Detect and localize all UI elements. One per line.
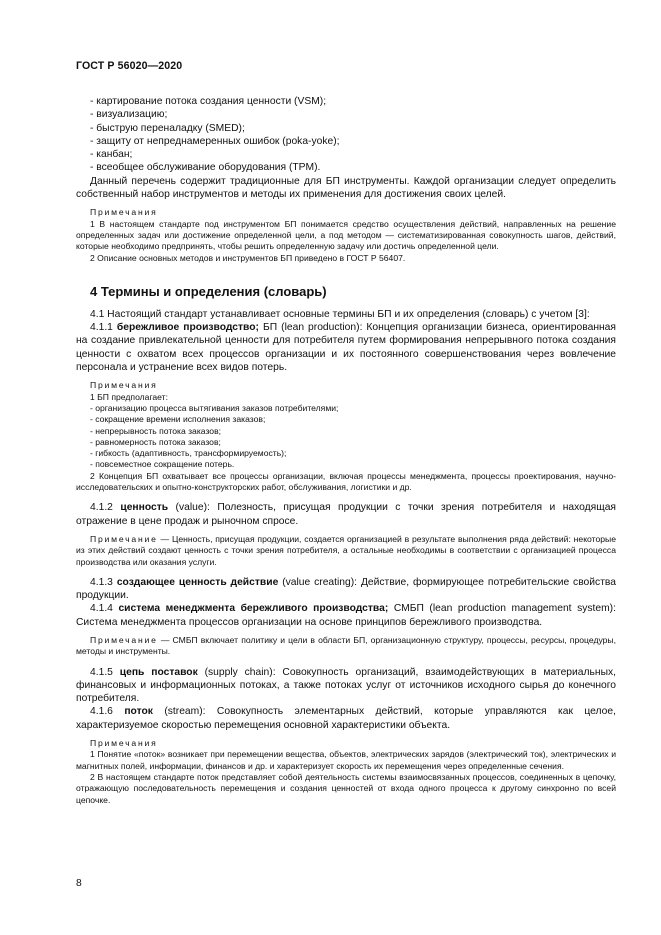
term-number: 4.1.5 (90, 666, 113, 678)
note-item: 2 Описание основных методов и инструментов БП приведено в ГОСТ Р 56407. (90, 252, 406, 263)
list-item: - сокращение времени исполнения заказов; (90, 414, 266, 425)
document-header: ГОСТ Р 56020—2020 (76, 60, 183, 72)
term-entry-4-1-5 (76, 666, 616, 706)
term-name: поток (124, 706, 153, 718)
list-item: - быструю переналадку (SMED); (90, 122, 245, 134)
note-inline (76, 635, 616, 658)
list-item: - визуализацию; (90, 109, 168, 121)
term-name: ценность (120, 502, 169, 514)
term-definition: БП (lean production): Концепция организации бизнеса, ориентированная на создание привлекательной ценности для потребителя путем формирования непрерывного потока создания ценности с охватом всех процессов организации и их постоянного совершенствования через вовлечение персонала и устранение всех видов потерь. (76, 322, 616, 374)
list-item: - гибкость (адаптивность, трансформируемость); (90, 448, 287, 459)
term-definition: СМБП (lean production management system): Система менеджмента процессов организации на основе принципов бережливого производства. (76, 603, 616, 628)
page-number: 8 (76, 878, 82, 889)
term-number: 4.1.2 (90, 502, 113, 514)
note-label: Примечание (90, 634, 158, 645)
tools-list (76, 95, 616, 175)
note-item: 2 Концепция БП охватывает все процессы организации, включая процессы менеджмента, процессы проектирования, научно-исследовательских и опытно-конструкторских работ, обслуживания, логистики и др. (76, 470, 616, 493)
note-title: Примечания (90, 207, 158, 218)
list-item: - картирование потока создания ценности (VSM); (90, 96, 327, 107)
term-name: создающее ценность действие (116, 576, 279, 588)
list-item: - повсеместное сокращение потерь. (90, 459, 235, 470)
term-entry-4-1-4 (76, 602, 616, 629)
note-text: — СМБП включает политику и цели в области БП, организационную структуру, процессы, ресурсы, процедуры, методы и инструменты. (76, 634, 616, 657)
clause-4-1: 4.1 Настоящий стандарт устанавливает основные термины БП и их определения (словарь) с учетом [3]: (90, 308, 590, 320)
note-list (76, 403, 616, 471)
term-name: бережливое производство; (116, 322, 259, 334)
note-item: 2 В настоящем стандарте поток представляет собой деятельность системы взаимосвязанных процессов, соединенных в цепочку, отражающую последовательность перемещения и создания ценностей от входа одного процесса к другому синхронно по всей цепочке. (76, 771, 616, 805)
list-item: - организацию процесса вытягивания заказов потребителями; (90, 402, 339, 413)
note-title: Примечания (90, 738, 158, 749)
term-number: 4.1.1 (90, 322, 113, 334)
term-definition: (value): Полезность, присущая продукции с точки зрения потребителя и находящая отражение в цене продаж и рыночном спросе. (76, 502, 616, 527)
note-item: 1 Понятие «поток» возникает при перемещении вещества, объектов, электрических зарядов (электрический ток), электрических и магнитных полей, информации, финансов и др. и характеризует скорость их перемещения через определенные сечения. (76, 749, 616, 771)
list-item: - непрерывность потока заказов; (90, 425, 222, 436)
note-text: — Ценность, присущая продукции, создается организацией в результате выполнения ряда действий: некоторые из этих действий создают ценность с точки зрения потребителя, а остальные необходимы в соответствии с организацией процесса производства или оказания услуги. (76, 533, 616, 567)
list-item: - равномерность потока заказов; (90, 436, 221, 447)
term-entry-4-1-2 (76, 501, 616, 528)
section-title: 4 Термины и определения (словарь) (90, 283, 327, 299)
term-number: 4.1.4 (90, 603, 113, 615)
page-content (76, 95, 616, 806)
term-number: 4.1.3 (90, 576, 113, 588)
term-number: 4.1.6 (90, 706, 113, 718)
term-entry-4-1-6 (76, 705, 616, 732)
note-inline (76, 534, 616, 568)
intro-paragraph: Данный перечень содержит традиционные для БП инструменты. Каждой организации следует определить собственный набор инструментов и методы их применения для достижения своих целей. (76, 175, 616, 201)
term-entry-4-1-1 (76, 321, 616, 374)
term-name: цепь поставок (119, 666, 198, 678)
note-label: Примечание (90, 533, 158, 544)
note-item: 1 БП предполагает: (90, 391, 168, 402)
list-item: - канбан; (90, 149, 133, 161)
term-definition: (supply chain): Совокупность организаций, взаимодействующих в материальных, финансовых и информационных потоках, а также потоках услуг от источников исходного сырья до конечного потребителя. (76, 666, 616, 705)
list-item: - всеобщее обслуживание оборудования (TPM). (90, 162, 321, 174)
note-item: 1 В настоящем стандарте под инструментом БП понимается средство осуществления действий, направленных на решение определенных задач или достижение определенной цели, а под методом — систематизированная совокупность шагов, действий, которые необходимо предпринять, чтобы решить определенную задачу или достичь определенной цели. (76, 218, 616, 252)
note-title: Примечания (90, 380, 158, 391)
list-item: - защиту от непреднамеренных ошибок (poka-yoke); (90, 135, 340, 147)
term-entry-4-1-3 (76, 576, 616, 603)
term-definition: (value creating): Действие, формирующее потребительские свойства продукции. (76, 576, 616, 602)
term-definition: (stream): Совокупность элементарных действий, которые управляются как целое, характеризуемое скоростью перемещения основной характеристики объекта. (76, 706, 616, 731)
term-name: система менеджмента бережливого производства; (118, 603, 389, 615)
